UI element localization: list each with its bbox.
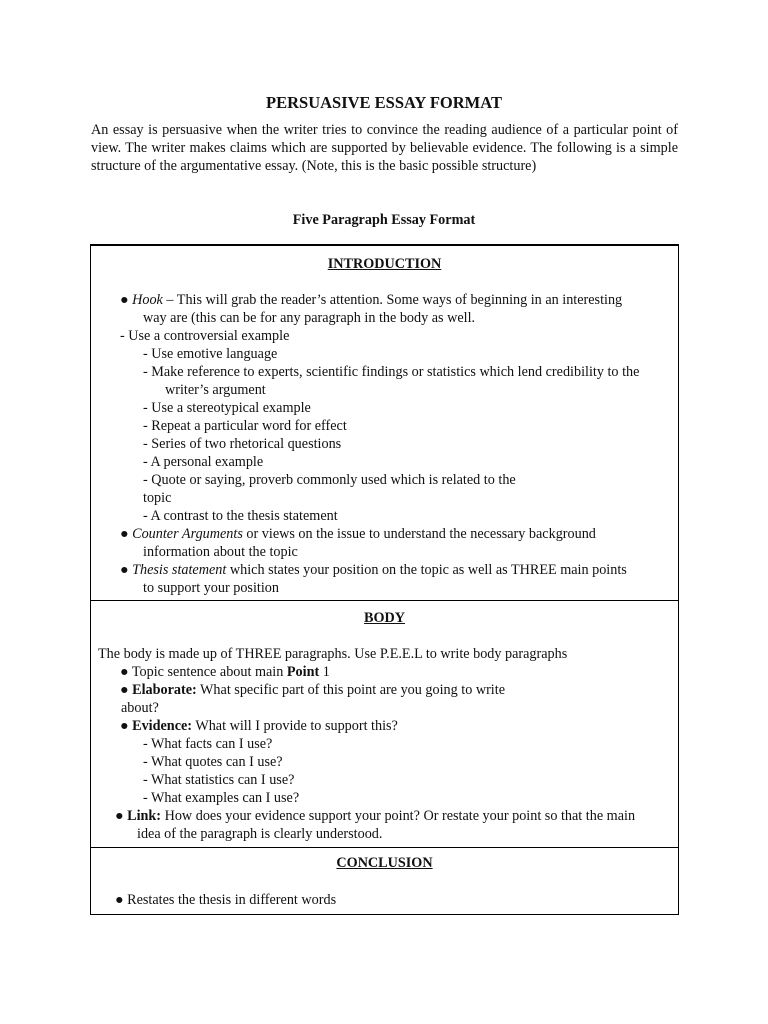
evidence-term: Evidence: (132, 718, 193, 734)
counter-term: Counter Arguments (132, 526, 243, 542)
bullet-icon: ● (120, 718, 129, 734)
bullet-icon: ● (115, 892, 124, 908)
list-item: - Use a stereotypical example (143, 400, 311, 416)
list-item: - Use emotive language (143, 346, 278, 362)
list-item: - What quotes can I use? (143, 754, 283, 770)
bullet-icon: ● (120, 562, 129, 578)
body-heading: BODY (364, 610, 405, 626)
elaborate-term: Elaborate: (132, 682, 197, 698)
bullet-icon: ● (120, 664, 129, 680)
bullet-icon: ● (120, 682, 129, 698)
conclusion-heading: CONCLUSION (336, 855, 433, 871)
counter-text: or views on the issue to understand the necessary background (242, 526, 596, 542)
list-item: - What facts can I use? (143, 736, 273, 752)
bullet-icon: ● (120, 292, 129, 308)
list-item: - A personal example (143, 454, 264, 470)
intro-paragraph: An essay is persuasive when the writer tries to convince the reading audience of a particular point of view. The writer makes claims which are supported by believable evidence. The following is a simple structure of the argumentative essay. (Note, this is the basic possible structure) (91, 122, 678, 174)
thesis-text: which states your position on the topic as well as THREE main points (226, 562, 627, 578)
bullet-icon: ● (115, 808, 124, 824)
introduction-section (91, 246, 678, 600)
elaborate-text: What specific part of this point are you going to write (196, 682, 505, 698)
evidence-line (120, 717, 398, 735)
format-subtitle: Five Paragraph Essay Format (292, 212, 476, 228)
thesis-term: Thesis statement (132, 562, 227, 578)
link-cont: idea of the paragraph is clearly understood. (137, 826, 383, 842)
list-item: - Series of two rhetorical questions (143, 436, 342, 452)
body-lead: The body is made up of THREE paragraphs. Use P.E.E.L to write body paragraphs (98, 646, 568, 662)
link-text: How does your evidence support your point? Or restate your point so that the main (161, 808, 636, 824)
list-item: - What examples can I use? (143, 790, 300, 806)
introduction-heading: INTRODUCTION (327, 256, 442, 272)
elaborate-line (120, 681, 505, 699)
conclusion-section (91, 847, 678, 914)
elaborate-cont: about? (121, 700, 159, 716)
list-item: - Make reference to experts, scientific findings or statistics which lend credibility to the (143, 364, 640, 380)
hook-text: – This will grab the reader’s attention. Some ways of beginning in an interesting (162, 292, 623, 308)
link-term: Link: (127, 808, 162, 824)
evidence-text: What will I provide to support this? (192, 718, 398, 734)
list-item: - Use a controversial example (120, 328, 290, 344)
document-title: PERSUASIVE ESSAY FORMAT (266, 93, 502, 112)
topic-num: 1 (319, 664, 330, 680)
list-item: topic (143, 490, 172, 506)
list-item: writer’s argument (165, 382, 266, 398)
topic-text: Topic sentence about main (128, 664, 287, 680)
list-item: - Repeat a particular word for effect (143, 418, 347, 434)
thesis-text-cont: to support your position (143, 580, 279, 596)
topic-point: Point (286, 664, 320, 680)
conclusion-line (115, 891, 336, 909)
hook-text-cont: way are (this can be for any paragraph in the body as well. (143, 310, 476, 326)
hook-line (120, 291, 622, 309)
thesis-line (120, 561, 627, 579)
link-line (115, 807, 635, 825)
counter-text-cont: information about the topic (143, 544, 298, 560)
counter-arguments-line (120, 525, 596, 543)
body-section (91, 600, 678, 847)
hook-term: Hook (132, 292, 163, 308)
conclusion-text: Restates the thesis in different words (123, 892, 337, 908)
list-item: - Quote or saying, proverb commonly used which is related to the (143, 472, 516, 488)
list-item: - A contrast to the thesis statement (143, 508, 338, 524)
bullet-icon: ● (120, 526, 129, 542)
essay-format-table (90, 244, 679, 915)
topic-sentence-line (120, 663, 330, 681)
list-item: - What statistics can I use? (143, 772, 295, 788)
